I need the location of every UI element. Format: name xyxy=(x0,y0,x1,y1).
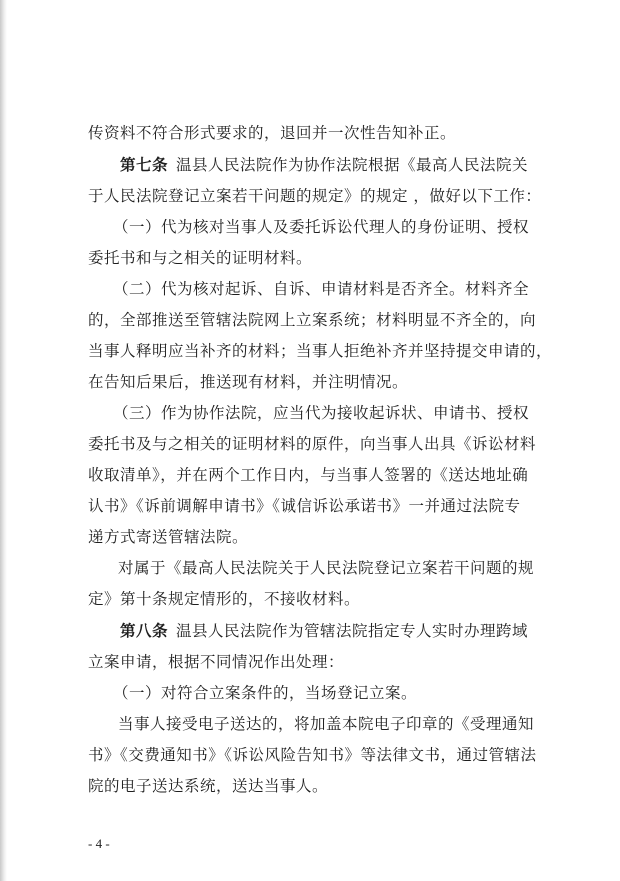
line-text: 院的电子送达系统，送达当事人。 xyxy=(88,777,329,795)
text-line xyxy=(0,181,620,211)
text-line xyxy=(0,647,620,677)
line-text: 温县人民法院作为管辖法院指定专人实时办理跨域 xyxy=(176,622,529,640)
line-text: 立案申请，根据不同情况作出处理： xyxy=(88,653,345,671)
line-text: （一）代为核对当事人及委托诉讼代理人的身份证明、授权 xyxy=(113,218,530,236)
line-text: 递方式寄送管辖法院。 xyxy=(88,528,249,546)
line-text: （三）作为协作法院，应当代为接收起诉状、申请书、授权 xyxy=(113,404,530,422)
line-text: 对属于《最高人民法院关于人民法院登记立案若干问题的规 xyxy=(118,559,535,577)
text-line xyxy=(0,367,620,397)
text-line xyxy=(0,118,620,148)
text-line xyxy=(0,740,620,770)
text-line xyxy=(0,243,620,273)
text-line xyxy=(0,584,620,614)
text-line xyxy=(0,709,620,739)
line-text: 于人民法院登记立案若干问题的规定》的规定 ，做好以下工作： xyxy=(88,187,542,205)
article-number-7: 第七条 xyxy=(120,156,169,174)
text-line xyxy=(0,212,620,242)
text-line xyxy=(0,336,620,366)
line-text: （一）对符合立案条件的，当场登记立案。 xyxy=(113,684,418,702)
line-text: 当事人释明应当补齐的材料；当事人拒绝补齐并坚持提交申请的， xyxy=(88,342,553,360)
text-line xyxy=(0,678,620,708)
text-line xyxy=(0,429,620,459)
text-line xyxy=(0,398,620,428)
article-heading-line xyxy=(0,616,620,646)
line-text: 在告知后果后，推送现有材料，并注明情况。 xyxy=(88,373,409,391)
text-line xyxy=(0,460,620,490)
line-text: 收取清单》，并在两个工作日内，与当事人签署的《送达地址确 xyxy=(88,466,529,484)
text-line xyxy=(0,553,620,583)
line-text: （二）代为核对起诉、自诉、申请材料是否齐全。材料齐全 xyxy=(113,280,530,298)
line-text: 的，全部推送至管辖法院网上立案系统；材料明显不齐全的，向 xyxy=(88,311,537,329)
line-text: 温县人民法院作为协作法院根据《最高人民法院关 xyxy=(176,156,529,174)
line-text: 传资料不符合形式要求的，退回并一次性告知补正。 xyxy=(88,124,457,142)
text-line xyxy=(0,522,620,552)
text-line xyxy=(0,491,620,521)
text-line xyxy=(0,305,620,335)
line-text: 认书》《诉前调解申请书》《诚信诉讼承诺书》一并通过法院专 xyxy=(88,497,521,515)
text-line xyxy=(0,771,620,801)
line-text: 定》第十条规定情形的，不接收材料。 xyxy=(88,590,361,608)
article-heading-line xyxy=(0,150,620,180)
page-number: - 4 - xyxy=(88,836,110,851)
line-text: 委托书和与之相关的证明材料。 xyxy=(88,249,313,267)
line-text: 书》《交费通知书》《诉讼风险告知书》等法律文书，通过管辖法 xyxy=(88,746,537,764)
line-text: 当事人接受电子送达的，将加盖本院电子印章的《受理通知 xyxy=(118,715,535,733)
article-number-8: 第八条 xyxy=(120,622,169,640)
text-line xyxy=(0,274,620,304)
line-text: 委托书及与之相关的证明材料的原件，向当事人出具《诉讼材料 xyxy=(88,435,537,453)
